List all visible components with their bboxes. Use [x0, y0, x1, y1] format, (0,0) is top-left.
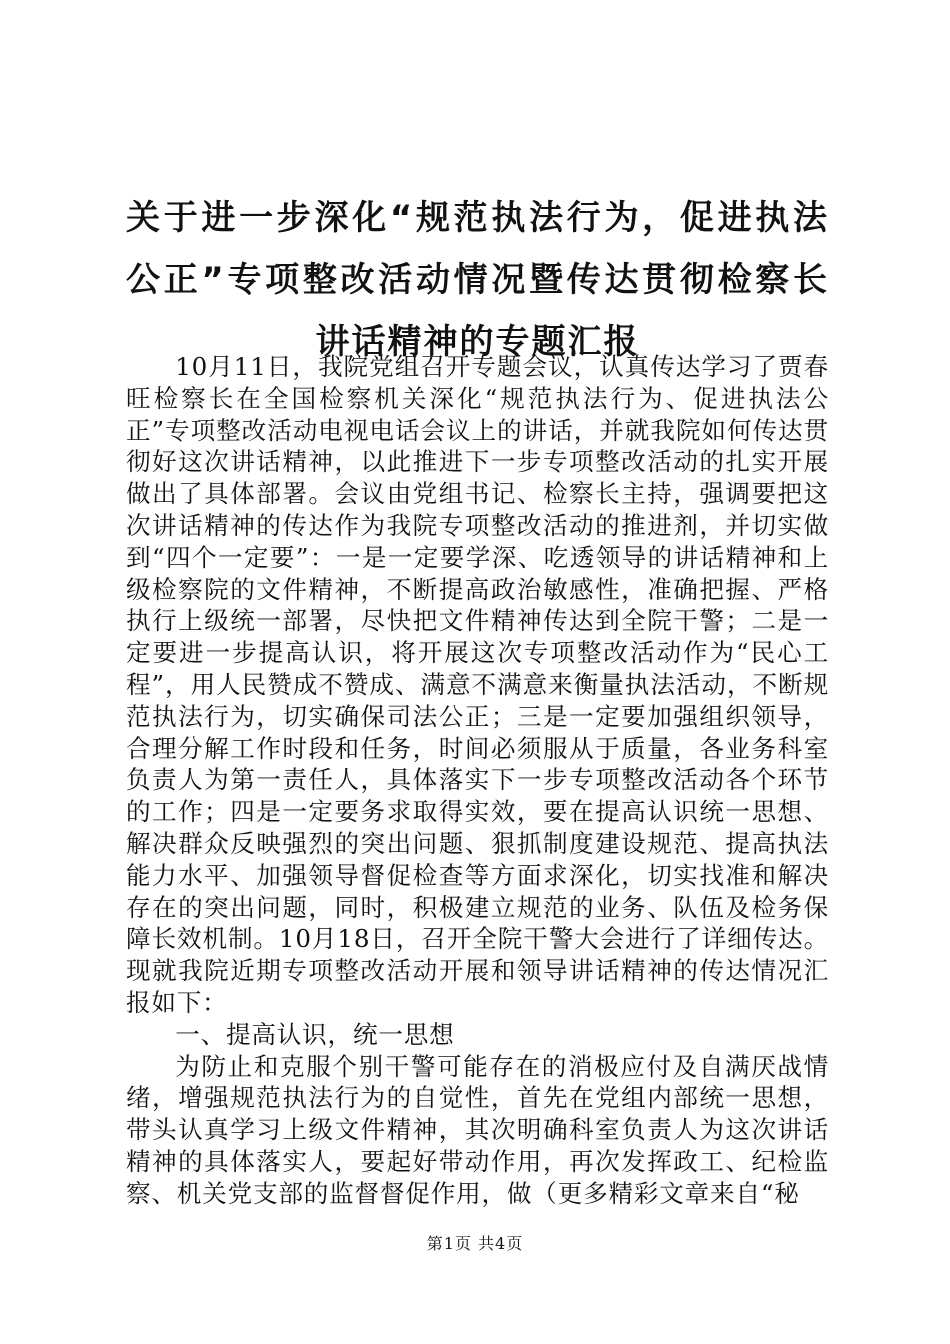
paragraph-section-1: 为防止和克服个别干警可能存在的消极应付及自满厌战情绪，增强规范执法行为的自觉性，首先在党组内部统一思想，带头认真学习上级文件精神，其次明确科室负责人为这次讲话精神的具体落实人，要起好带动作用，再次发挥政工、纪检监察、机关党支部的监督督促作用，做（更多精彩文章来自“秘 [126, 1051, 829, 1208]
section-heading: 一、提高认识，统一思想 [175, 1019, 455, 1049]
page-number-footer: 第1页 共4页 [426, 1234, 524, 1253]
document-body [126, 351, 829, 1210]
paragraph-intro: 10月11日，我院党组召开专题会议，认真传达学习了贾春旺检察长在全国检察机关深化“规范执法行为、促进执法公正”专项整改活动电视电话会议上的讲话，并就我院如何传达贯彻好这次讲话精神，以此推进下一步专项整改活动的扎实开展做出了具体部署。会议由党组书记、检察长主持，强调要把这次讲话精神的传达作为我院专项整改活动的推进剂，并切实做到“四个一定要”：一是一定要学深、吃透领导的讲话精神和上级检察院的文件精神，不断提高政治敏感性，准确把握、严格执行上级统一部署，尽快把文件精神传达到全院干警；二是一定要进一步提高认识，将开展这次专项整改活动作为“民心工程”，用人民赞成不赞成、满意不满意来衡量执法活动，不断规范执法行为，切实确保司法公正；三是一定要加强组织领导，合理分解工作时段和任务，时间必须服从于质量，各业务科室负责人为第一责任人，具体落实下一步专项整改活动各个环节的工作；四是一定要务求取得实效，要在提高认识统一思想、解决群众反映强烈的突出问题、狠抓制度建设规范、提高执法能力水平、加强领导督促检查等方面求深化，切实找准和解决存在的突出问题，同时，积极建立规范的业务、队伍及检务保障长效机制。10月18日，召开全院干警大会进行了详细传达。现就我院近期专项整改活动开展和领导讲话精神的传达情况汇报如下： [126, 352, 829, 1017]
document-title: 关于进一步深化“规范执法行为，促进执法公正”专项整改活动情况暨传达贯彻检察长讲话精神的专题汇报 [126, 198, 829, 362]
